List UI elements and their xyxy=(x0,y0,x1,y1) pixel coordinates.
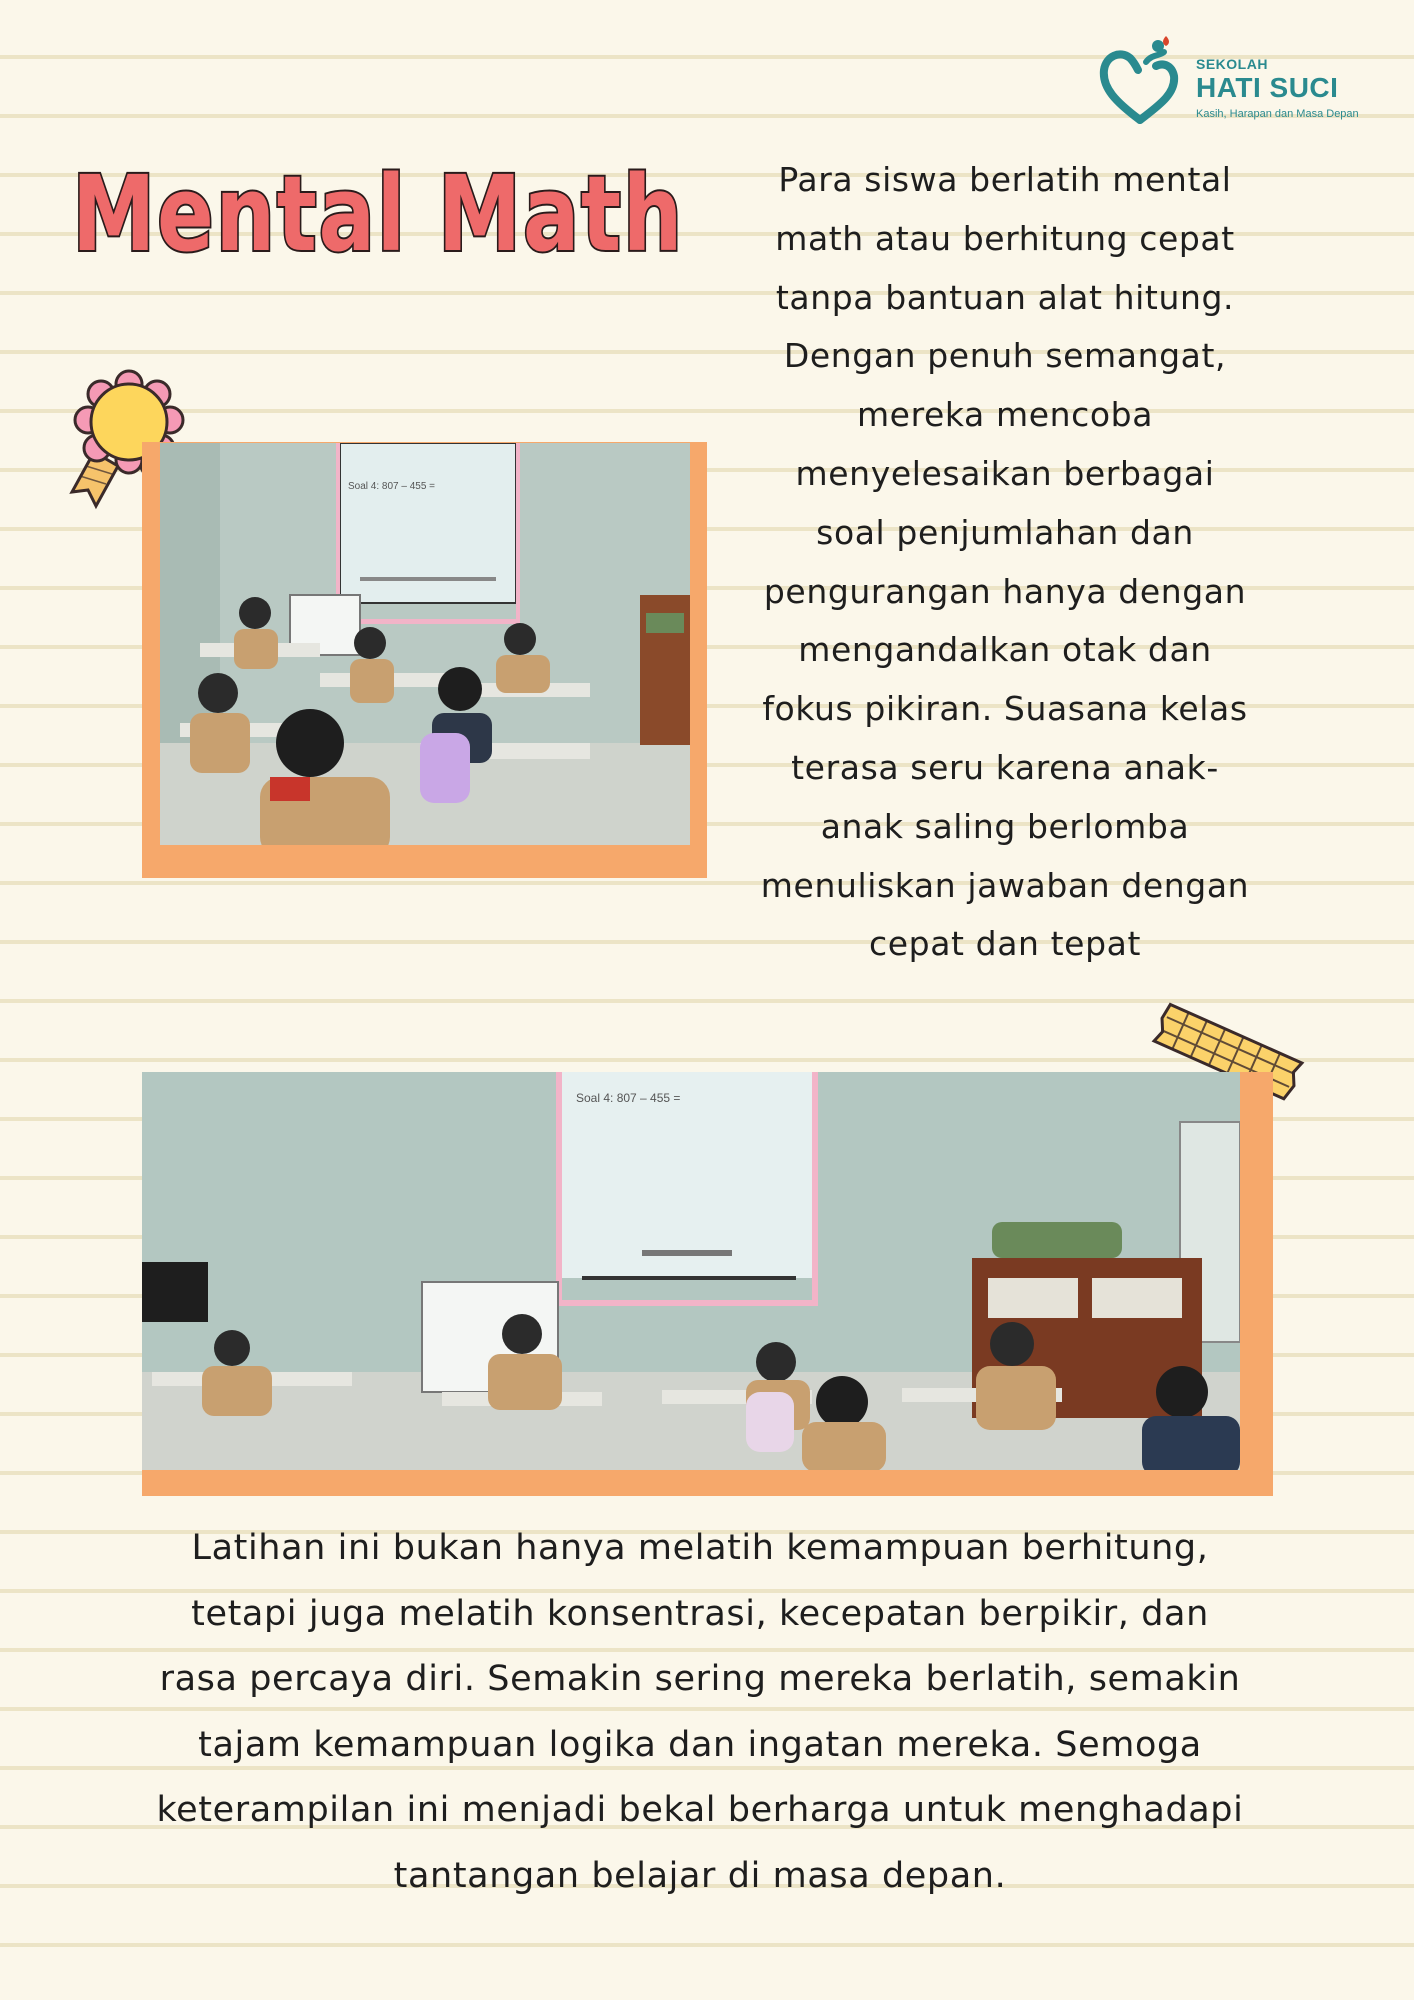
screen-text: Soal 4: 807 – 455 = xyxy=(348,481,436,492)
page-title xyxy=(72,150,712,280)
text-line: Dengan penuh semangat, xyxy=(783,336,1227,376)
text-line: menuliskan jawaban dengan xyxy=(760,865,1250,905)
text-line: anak saling berlomba xyxy=(820,806,1190,846)
classroom-photo-bottom xyxy=(142,1072,1240,1470)
text-line: tetapi juga melatih konsentrasi, kecepatan berpikir, dan xyxy=(191,1593,1209,1634)
text-line: Latihan ini bukan hanya melatih kemampuan berhitung, xyxy=(191,1528,1209,1568)
screen-text: Soal 4: 807 – 455 = xyxy=(576,1091,681,1105)
classroom-photo-top xyxy=(160,443,690,845)
page-title-text: Mental Math xyxy=(72,153,684,275)
text-line: soal penjumlahan dan xyxy=(816,512,1194,552)
school-logo xyxy=(1096,26,1396,136)
text-line: menyelesaikan berbagai xyxy=(795,453,1215,493)
text-line: terasa seru karena anak- xyxy=(791,747,1219,787)
text-line: tanpa bantuan alat hitung. xyxy=(775,277,1235,317)
text-line: mengandalkan otak dan xyxy=(798,630,1212,670)
logo-tagline: Kasih, Harapan dan Masa Depan xyxy=(1196,108,1359,120)
text-line: tajam kemampuan logika dan ingatan mereka. Semoga xyxy=(198,1724,1202,1765)
text-line: math atau berhitung cepat xyxy=(775,218,1235,258)
text-line: keterampilan ini menjadi bekal berharga untuk menghadapi xyxy=(156,1790,1244,1830)
text-line: fokus pikiran. Suasana kelas xyxy=(762,689,1248,729)
text-line: tantangan belajar di masa depan. xyxy=(393,1855,1007,1896)
heart-figure-icon xyxy=(1096,32,1186,132)
intro-paragraph xyxy=(725,151,1285,974)
closing-paragraph xyxy=(110,1516,1290,1909)
text-line: mereka mencoba xyxy=(856,395,1154,435)
logo-school-label: SEKOLAH xyxy=(1196,56,1268,72)
text-line: cepat dan tepat xyxy=(869,924,1141,964)
text-line: pengurangan hanya dengan xyxy=(763,571,1247,611)
text-line: rasa percaya diri. Semakin sering mereka berlatih, semakin xyxy=(159,1659,1241,1699)
logo-school-name: HATI SUCI xyxy=(1196,72,1339,103)
text-line: Para siswa berlatih mental xyxy=(778,160,1232,199)
